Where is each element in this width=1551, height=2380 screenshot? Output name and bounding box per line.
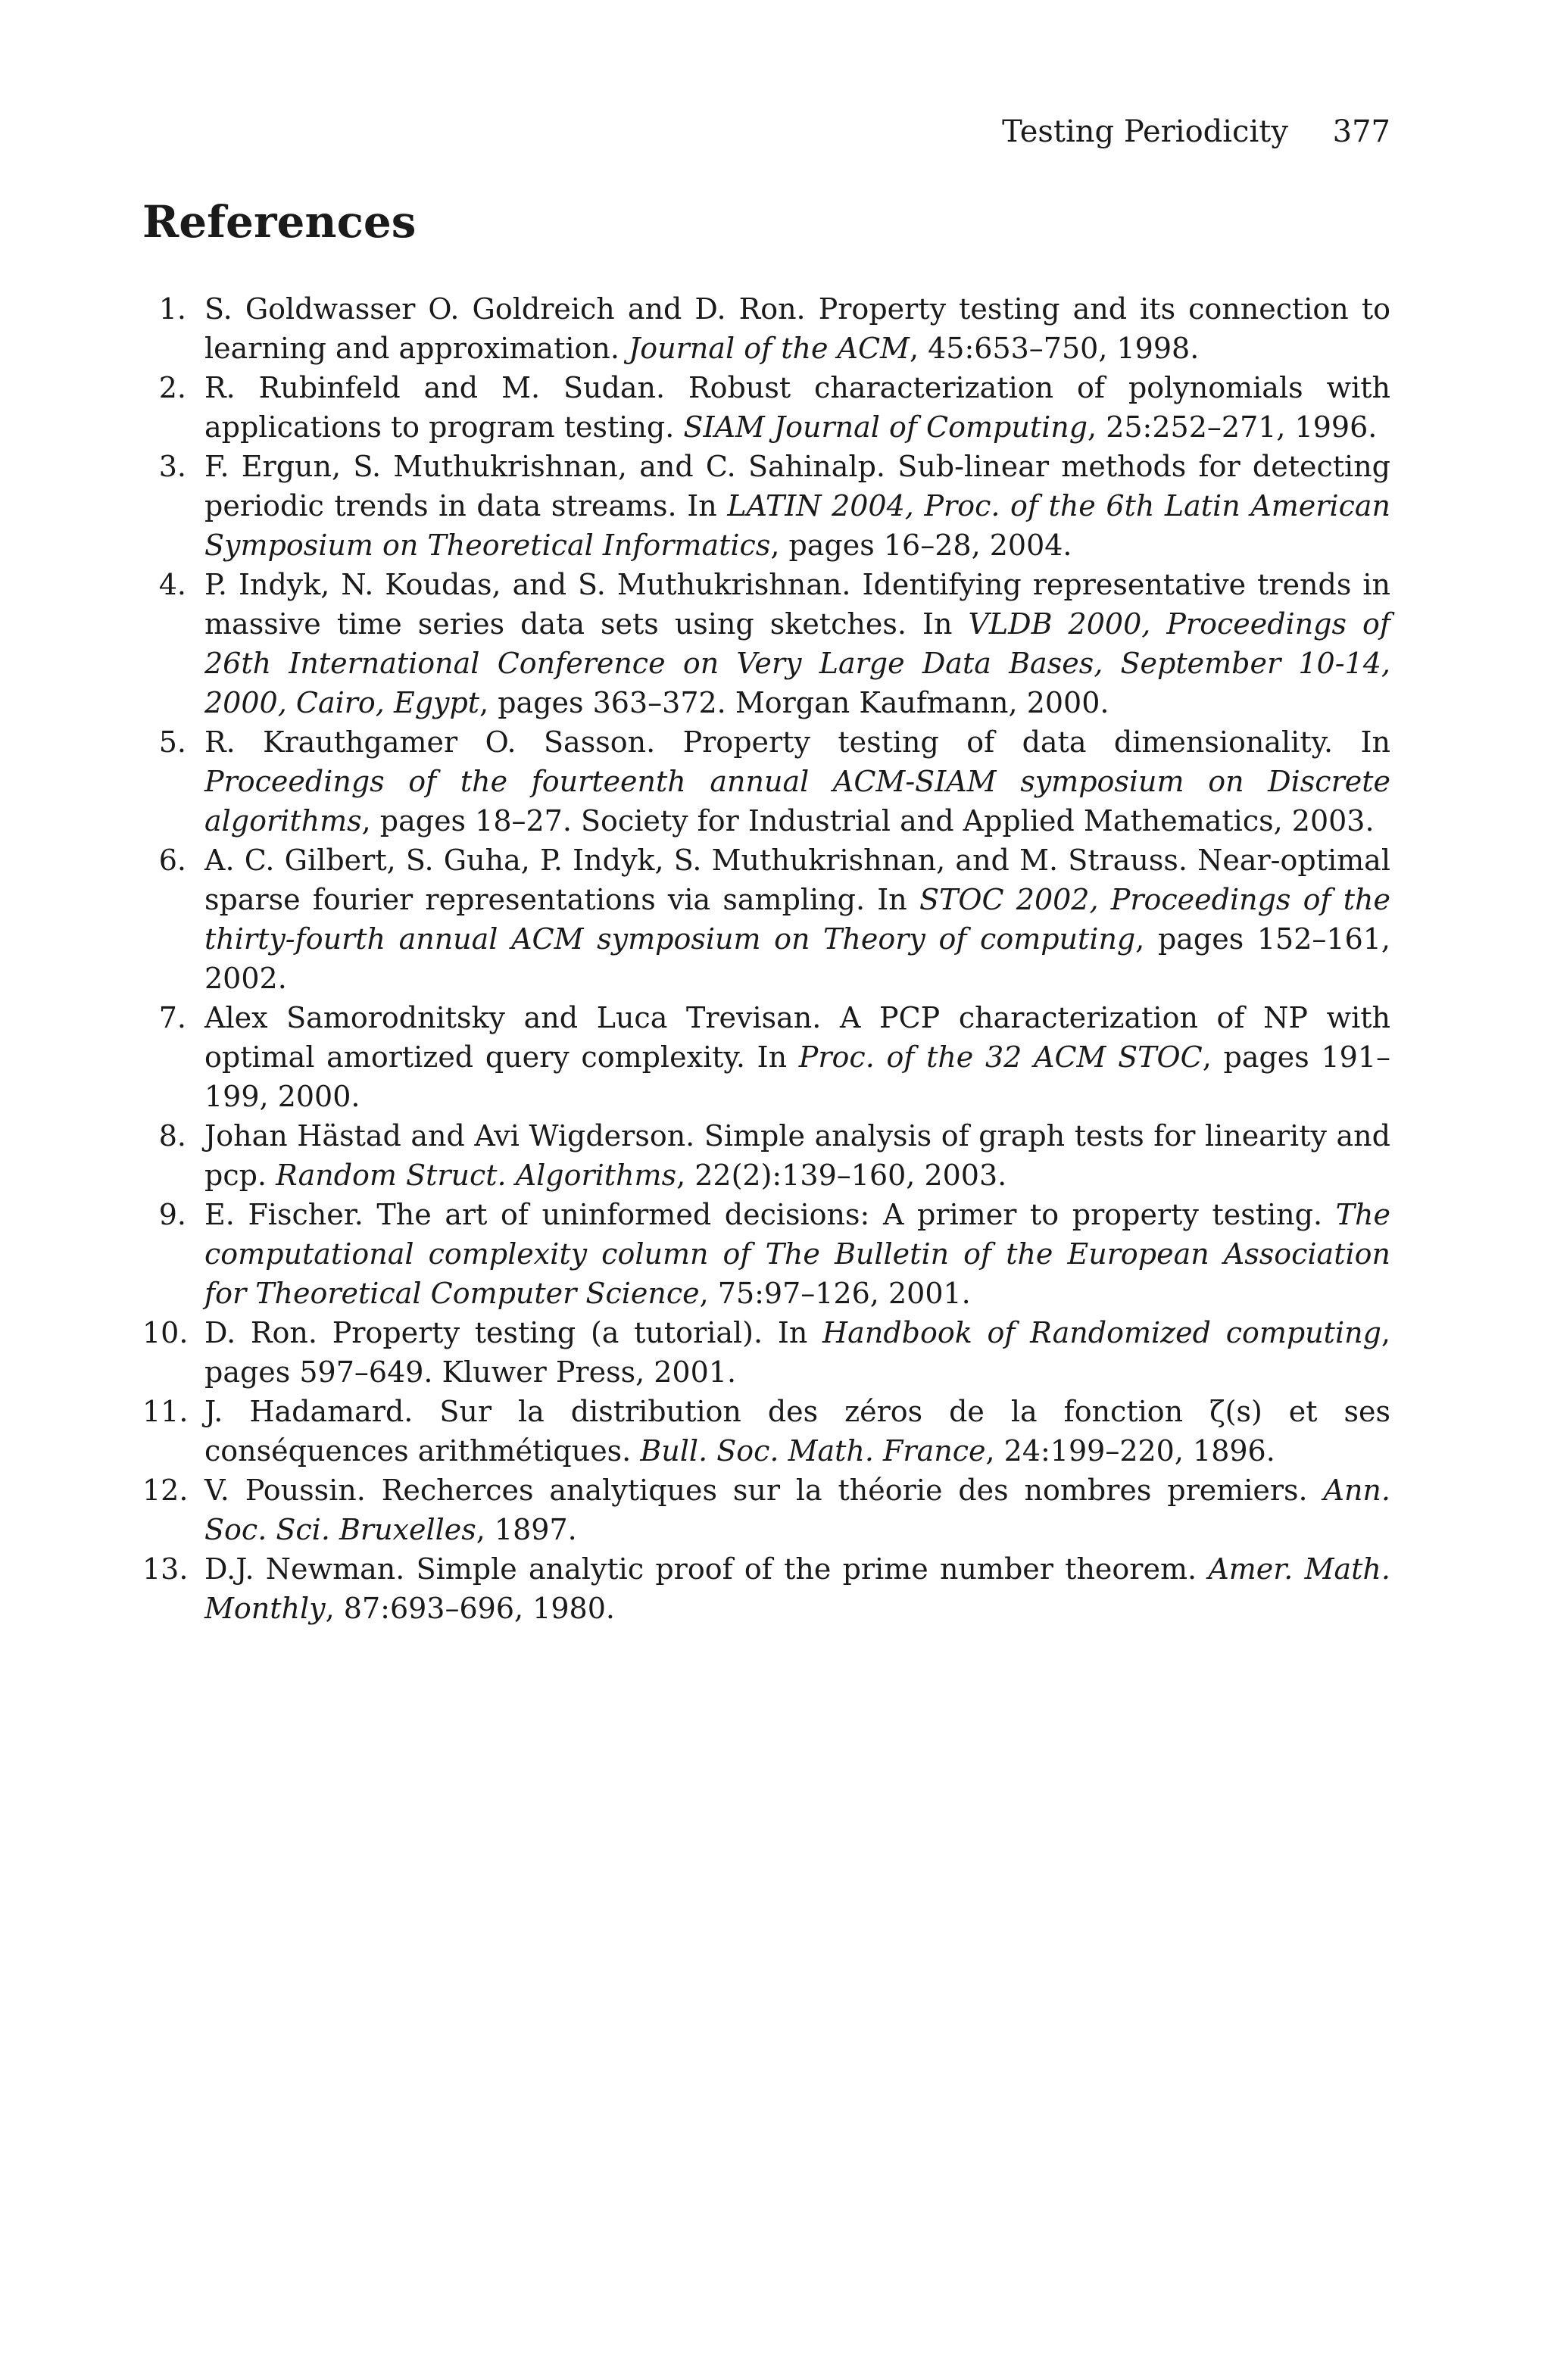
reference-title: Property testing and its connection to learning and approximation.	[204, 292, 1390, 365]
reference-text	[204, 292, 1390, 365]
reference-details: , pages 191–199, 2000.	[204, 1040, 1390, 1113]
reference-venue: Proceedings of the fourteenth annual ACM-SIAM symposium on Discrete algorithms	[204, 765, 1390, 838]
reference-prefix: In	[777, 1316, 808, 1349]
reference-venue: VLDB 2000, Proceedings of 26th International Conference on Very Large Data Bases, September 10-14, 2000, Cairo, Egypt	[204, 607, 1390, 719]
reference-prefix: In	[922, 607, 953, 641]
reference-item	[142, 841, 1390, 998]
reference-authors: R. Rubinfeld and M. Sudan.	[204, 371, 666, 404]
reference-text	[204, 725, 1390, 838]
reference-title: Robust characterization of polynomials with applications to program testing.	[204, 371, 1390, 444]
reference-authors: Johan Hästad and Avi Wigderson.	[204, 1119, 695, 1153]
reference-venue: LATIN 2004, Proc. of the 6th Latin American Symposium on Theoretical Informatics	[204, 489, 1390, 562]
reference-number: 6.	[158, 844, 186, 877]
reference-item	[142, 1313, 1390, 1392]
reference-number: 11.	[142, 1395, 189, 1428]
reference-list	[142, 289, 1390, 1628]
reference-title: Sub-linear methods for detecting periodic trends in data streams.	[204, 450, 1390, 522]
reference-details: , 22(2):139–160, 2003.	[676, 1159, 1007, 1192]
reference-venue: Journal of the ACM	[629, 332, 910, 365]
reference-title: Simple analysis of graph tests for linearity and pcp.	[204, 1119, 1390, 1192]
reference-text	[204, 1316, 1390, 1389]
reference-text	[204, 1001, 1390, 1113]
reference-item	[142, 1392, 1390, 1471]
reference-venue: Handbook of Randomized computing	[822, 1316, 1381, 1349]
reference-item	[142, 998, 1390, 1116]
reference-item	[142, 1471, 1390, 1549]
reference-number: 12.	[142, 1474, 189, 1507]
reference-authors: P. Indyk, N. Koudas, and S. Muthukrishnan.	[204, 568, 851, 601]
reference-item	[142, 289, 1390, 368]
reference-authors: A. C. Gilbert, S. Guha, P. Indyk, S. Muthukrishnan, and M. Strauss.	[204, 844, 1187, 877]
reference-item	[142, 1116, 1390, 1195]
reference-details: , pages 18–27. Society for Industrial and Applied Mathematics, 2003.	[361, 804, 1375, 838]
reference-number: 3.	[158, 450, 186, 483]
reference-item	[142, 565, 1390, 722]
reference-number: 7.	[158, 1001, 186, 1034]
reference-number: 5.	[158, 725, 186, 759]
reference-title: Simple analytic proof of the prime number theorem.	[416, 1552, 1197, 1586]
reference-authors: J. Hadamard.	[204, 1395, 413, 1428]
reference-title: Sur la distribution des zéros de la fonction ζ(s) et ses conséquences arithmétiques.	[204, 1395, 1390, 1468]
reference-venue: Random Struct. Algorithms	[276, 1159, 677, 1192]
reference-text	[204, 844, 1390, 995]
reference-title: Identifying representative trends in massive time series data sets using sketches.	[204, 568, 1391, 641]
reference-text	[204, 1552, 1390, 1625]
reference-venue: STOC 2002, Proceedings of the thirty-fourth annual ACM symposium on Theory of computing	[204, 883, 1390, 956]
reference-prefix: In	[877, 883, 907, 916]
reference-text	[204, 1474, 1390, 1546]
reference-authors: R. Krauthgamer O. Sasson.	[204, 725, 656, 759]
reference-venue: Ann. Soc. Sci. Bruxelles	[204, 1474, 1390, 1546]
reference-title: A PCP characterization of NP with optimal amortized query complexity.	[204, 1001, 1390, 1074]
section-title: References	[142, 196, 417, 248]
reference-item	[142, 1195, 1390, 1313]
reference-text	[204, 371, 1390, 444]
reference-details: , 75:97–126, 2001.	[699, 1277, 971, 1310]
reference-title: Recherces analytiques sur la théorie des nombres premiers.	[381, 1474, 1308, 1507]
reference-text	[204, 450, 1390, 562]
reference-details: , pages 152–161, 2002.	[204, 922, 1391, 995]
reference-item	[142, 722, 1390, 841]
reference-authors: F. Ergun, S. Muthukrishnan, and C. Sahinalp.	[204, 450, 885, 483]
reference-title: Property testing of data dimensionality.	[682, 725, 1334, 759]
reference-number: 9.	[158, 1198, 186, 1231]
reference-authors: V. Poussin.	[204, 1474, 366, 1507]
reference-number: 4.	[158, 568, 186, 601]
reference-venue: The computational complexity column of The Bulletin of the European Association for Theoretical Computer Science	[204, 1198, 1390, 1310]
reference-authors: S. Goldwasser O. Goldreich and D. Ron.	[204, 292, 806, 326]
reference-details: , 45:653–750, 1998.	[909, 332, 1200, 365]
reference-prefix: In	[1360, 725, 1390, 759]
reference-authors: D. Ron.	[204, 1316, 317, 1349]
running-title: Testing Periodicity	[1002, 114, 1288, 149]
reference-details: , 25:252–271, 1996.	[1088, 410, 1378, 444]
reference-details: , pages 16–28, 2004.	[770, 529, 1072, 562]
reference-details: , 24:199–220, 1896.	[985, 1434, 1275, 1468]
reference-number: 10.	[142, 1316, 189, 1349]
reference-number: 1.	[158, 292, 186, 326]
reference-authors: E. Fischer.	[204, 1198, 364, 1231]
reference-item	[142, 447, 1390, 565]
reference-venue: Proc. of the 32 ACM STOC	[798, 1040, 1203, 1074]
reference-item	[142, 1549, 1390, 1628]
reference-prefix: In	[757, 1040, 788, 1074]
reference-details: , pages 363–372. Morgan Kaufmann, 2000.	[479, 686, 1109, 719]
reference-text	[204, 568, 1390, 719]
reference-title: The art of uninformed decisions: A primer to property testing.	[376, 1198, 1323, 1231]
reference-text	[204, 1119, 1390, 1192]
reference-text	[204, 1198, 1390, 1310]
reference-authors: D.J. Newman.	[204, 1552, 405, 1586]
page-number: 377	[1332, 114, 1390, 149]
reference-title: Property testing (a tutorial).	[332, 1316, 763, 1349]
reference-details: , 87:693–696, 1980.	[325, 1592, 615, 1625]
reference-number: 13.	[142, 1552, 189, 1586]
reference-item	[142, 368, 1390, 447]
reference-number: 2.	[158, 371, 186, 404]
reference-text	[204, 1395, 1390, 1468]
reference-venue: Amer. Math. Monthly	[204, 1552, 1390, 1625]
reference-prefix: In	[687, 489, 717, 522]
reference-details: , 1897.	[476, 1513, 577, 1546]
reference-venue: SIAM Journal of Computing	[683, 410, 1088, 444]
reference-authors: Alex Samorodnitsky and Luca Trevisan.	[204, 1001, 822, 1034]
reference-venue: Bull. Soc. Math. France	[640, 1434, 986, 1468]
reference-number: 8.	[158, 1119, 186, 1153]
running-head	[1002, 114, 1390, 150]
reference-title: Near-optimal sparse fourier representations via sampling.	[204, 844, 1390, 916]
reference-details: , pages 597–649. Kluwer Press, 2001.	[204, 1316, 1391, 1389]
